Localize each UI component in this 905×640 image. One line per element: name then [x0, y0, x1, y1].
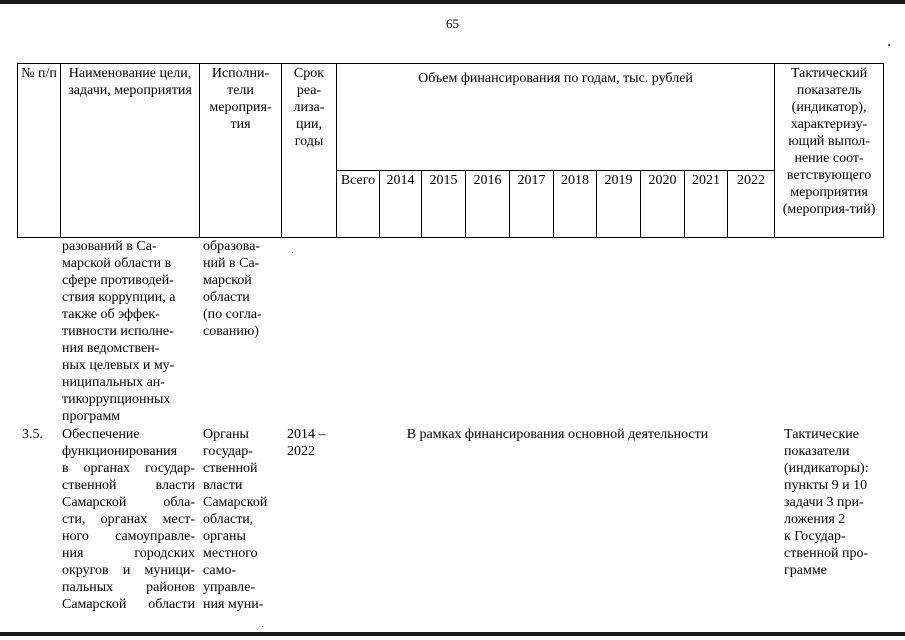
header-year: 2019 [597, 170, 641, 237]
scan-speck [262, 626, 263, 627]
header-year: 2014 [380, 170, 422, 237]
row-number: 3.5. [22, 427, 43, 442]
text-line: 2014 – [287, 427, 326, 442]
table-header [17, 63, 884, 238]
text-line: к Государ- [784, 529, 846, 544]
text-line: ственной [203, 461, 258, 476]
page-number: 65 [446, 16, 459, 31]
text-line: ний в Са- [203, 256, 260, 271]
header-year: 2018 [554, 170, 597, 237]
text-line: власти [203, 478, 243, 493]
scan-speck [292, 252, 293, 253]
text-line: само- [203, 563, 237, 578]
header-col-funding: Объем финансирования по годам, тыс. рублей [337, 64, 775, 171]
text-line: ниципальных ан- [62, 375, 165, 390]
text-line: разований в Са- [62, 239, 157, 254]
text-line: грамме [784, 563, 827, 578]
text-line: Органы [203, 427, 249, 442]
header-col-executors: Исполни-тели мероприя-тия [200, 64, 282, 238]
header-col-name: Наименование цели, задачи, мероприятия [61, 64, 200, 238]
text-line: пальных районов [62, 580, 195, 595]
scan-speck [888, 44, 890, 46]
text-line: Самарской [203, 495, 268, 510]
text-line: области, [203, 512, 254, 527]
row-executors [203, 426, 283, 613]
text-line: программ [62, 409, 121, 424]
text-line: пункты 9 и 10 [784, 478, 868, 493]
text-line: ных целевых и му- [62, 358, 175, 373]
text-line: ственной про- [784, 546, 869, 561]
continuation-executors [203, 238, 283, 340]
header-year: 2016 [466, 170, 510, 237]
text-line: области [203, 290, 250, 305]
text-line: (индикаторы): [784, 461, 869, 476]
text-line: органы [203, 529, 246, 544]
text-line: Тактические [784, 427, 859, 442]
header-year: 2021 [685, 170, 728, 237]
text-line: образова- [203, 239, 261, 254]
text-line: функционирования [62, 444, 178, 459]
text-line: управле- [203, 580, 255, 595]
row-term [287, 426, 339, 460]
row-funding: В рамках финансирования основной деятельности [406, 427, 709, 442]
text-line: марской области в [62, 256, 172, 271]
text-line: ного самоуправле- [62, 529, 195, 544]
text-line: задачи 3 при- [784, 495, 864, 510]
text-line: ственной власти [62, 478, 195, 493]
text-line: марской [203, 273, 252, 288]
text-line: сти, органах мест- [62, 512, 195, 527]
header-year: 2022 [728, 170, 775, 237]
header-total: Всего [337, 170, 380, 237]
text-line: 2022 [287, 444, 315, 459]
header-col-number: № п/п [18, 64, 61, 238]
text-line: ния муни- [203, 597, 264, 612]
text-line: ния ведомствен- [62, 341, 160, 356]
text-line: ния городских [62, 546, 195, 561]
top-rule [0, 0, 905, 4]
text-line: (по согла- [203, 307, 262, 322]
header-col-indicator: Тактический показатель (индикатор), характеризу-ющий выпол-нение соот-ветствующего мероприятия (мероприя-тий) [775, 64, 884, 238]
text-line: Самарской области [62, 597, 195, 612]
text-line: в органах государ- [62, 461, 195, 476]
row-name [62, 426, 195, 613]
text-line: государ- [203, 444, 253, 459]
text-line: сованию) [203, 324, 259, 339]
continuation-name [62, 238, 202, 425]
header-year: 2017 [510, 170, 554, 237]
text-line: показатели [784, 444, 850, 459]
bottom-rule [0, 632, 905, 636]
text-line: Самарской обла- [62, 495, 195, 510]
header-year: 2020 [641, 170, 685, 237]
row-indicator [784, 426, 884, 579]
text-line: Обеспечение [62, 427, 140, 442]
text-line: округов и муници- [62, 563, 195, 578]
text-line: тикоррупционных [62, 392, 171, 407]
text-line: местного [203, 546, 258, 561]
header-year: 2015 [422, 170, 466, 237]
text-line: тивности исполне- [62, 324, 174, 339]
header-col-term: Срок реа-лиза-ции, годы [282, 64, 337, 238]
text-line: ствия коррупции, а [62, 290, 176, 305]
text-line: также об эффек- [62, 307, 160, 322]
text-line: сфере противодей- [62, 273, 174, 288]
text-line: ложения 2 [784, 512, 846, 527]
